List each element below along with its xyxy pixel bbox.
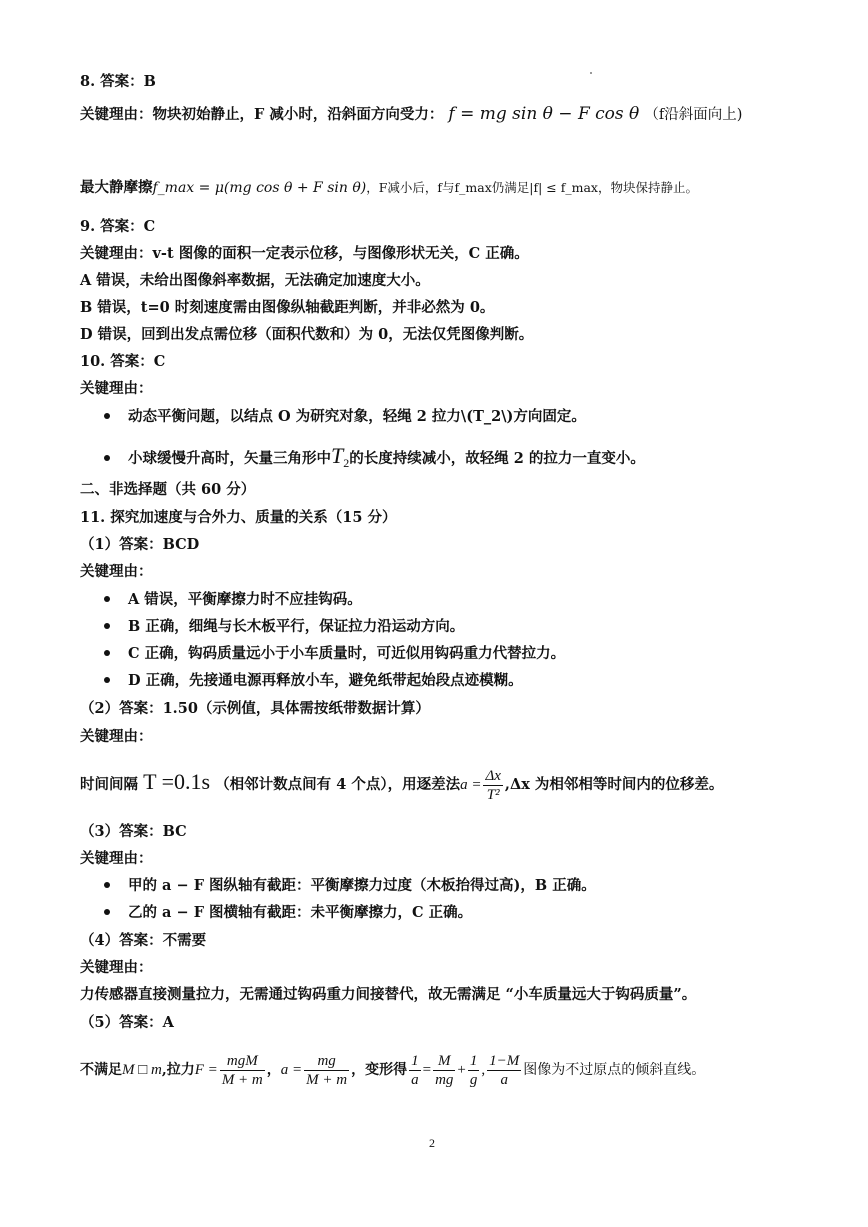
bullet-icon — [104, 623, 110, 629]
bullet-icon — [104, 650, 110, 656]
q9-line-1: 关键理由：v-t 图像的面积一定表示位移，与图像形状无关，C 正确。 — [80, 245, 529, 262]
q11-p5-fraction-g — [468, 1052, 480, 1089]
bullet-icon — [104, 455, 110, 461]
q8-max-static-label: 最大静摩擦 — [80, 179, 153, 196]
q8-conclusion: ，F减小后，f与f_max仍满足|f| ≤ f_max，物块保持静止。 — [366, 180, 698, 195]
q11-p5-fraction-1a — [409, 1052, 421, 1089]
q8-max-static-line — [80, 178, 698, 198]
q11-p3-bullet — [104, 903, 472, 923]
bullet-icon — [104, 882, 110, 888]
q11-p1-bullet-text: A 错误，平衡摩擦力时不应挂钩码。 — [128, 591, 362, 608]
q11-p5-comma: , — [481, 1062, 486, 1078]
q11-p5-prefix: 不满足 — [80, 1062, 122, 1078]
q10-symbol-sub: 2 — [343, 455, 350, 470]
q8-formula-note: （f沿斜面向上) — [644, 107, 743, 123]
q11-p2-a: a = — [460, 777, 482, 793]
q11-p1-bullet-text: C 正确，钩码质量远小于小车质量时，可近似用钩码重力代替拉力。 — [128, 645, 566, 662]
q11-p5-fraction-F — [220, 1052, 265, 1089]
q11-p1-answer: （1）答案：BCD — [80, 536, 200, 553]
q11-p5-tail: 图像为不过原点的倾斜直线。 — [523, 1062, 706, 1078]
bullet-icon — [104, 596, 110, 602]
q11-p1-bullet — [104, 671, 523, 691]
scan-speck — [590, 72, 592, 74]
fraction-numerator: mg — [304, 1052, 349, 1071]
q11-p1-bullet-text: D 正确，先接通电源再释放小车，避免纸带起始段点迹模糊。 — [128, 672, 523, 689]
q8-answer: 8. 答案：B — [80, 73, 156, 90]
q11-p5-mid2: ，变形得 — [351, 1062, 408, 1078]
q11-p2-prefix: 时间间隔 — [80, 776, 138, 793]
q9-line-2: A 错误，未给出图像斜率数据，无法确定加速度大小。 — [80, 272, 430, 289]
page-number: 2 — [429, 1136, 435, 1150]
section-title: 二、非选择题（共 60 分） — [80, 481, 256, 498]
q11-p5-F: F = — [194, 1062, 218, 1078]
q11-p5-equals: = — [422, 1062, 432, 1078]
q10-bullet-1 — [104, 407, 586, 427]
q11-p2-formula-line — [80, 762, 723, 805]
q10-reason-label: 关键理由： — [80, 380, 153, 397]
fraction-denominator: a — [411, 1071, 419, 1088]
q8-formula-fmax: f_max = μ(mg cos θ + F sin θ) — [152, 180, 367, 196]
q11-p2-fraction — [483, 767, 502, 804]
q10-symbol-T: T — [331, 443, 344, 468]
q11-title: 11. 探究加速度与合外力、质量的关系（15 分） — [80, 509, 397, 526]
fraction-numerator: 1−M — [489, 1052, 520, 1069]
q11-p3-bullet-text: 乙的 a − F 图横轴有截距：未平衡摩擦力，C 正确。 — [128, 904, 473, 921]
q11-p1-bullet — [104, 644, 565, 664]
fraction-numerator: Δx — [485, 767, 501, 784]
q11-p3-bullet — [104, 876, 596, 896]
fraction-denominator: M + m — [306, 1071, 348, 1088]
q10-bullet-2 — [104, 443, 645, 473]
q10-bullet-1-text: 动态平衡问题，以结点 O 为研究对象，轻绳 2 拉力\(T_2\)方向固定。 — [128, 408, 586, 425]
q9-answer: 9. 答案：C — [80, 218, 156, 235]
q11-p5-mid1: ,拉力 — [161, 1062, 195, 1078]
fraction-numerator: 1 — [469, 1052, 478, 1069]
q11-p5-fraction-M — [433, 1052, 455, 1089]
q9-line-4: D 错误，回到出发点需位移（面积代数和）为 0，无法仅凭图像判断。 — [80, 326, 534, 343]
q11-p4-reason: 关键理由： — [80, 959, 153, 976]
q8-reason-text: 关键理由：物块初始静止，F 减小时，沿斜面方向受力： — [80, 106, 444, 123]
fraction-numerator: mgM — [220, 1052, 265, 1071]
fraction-denominator: M + m — [221, 1071, 263, 1088]
q11-p1-bullet — [104, 617, 464, 637]
q11-p5-formula-line: 不满足M □ m,拉力F = $\frac{\text{mgM}}{M + m}$ ，a = $\frac{mg}{M + m}$ ，变形得 $\frac{1}{a}$ = $\frac{M}{mg}$ + $\frac{1}{g}$ , $\frac{1-M}{a}$ 图像为不过原点的倾斜直线。 — [80, 1052, 706, 1088]
q11-p4-answer: （4）答案：不需要 — [80, 932, 207, 949]
q11-p2-answer: （2）答案：1.50（示例值，具体需按纸带数据计算） — [80, 700, 430, 717]
q11-p3-reason: 关键理由： — [80, 850, 153, 867]
fraction-numerator: M — [433, 1052, 455, 1071]
q11-p3-answer: （3）答案：BC — [80, 823, 187, 840]
q11-p2-reason: 关键理由： — [80, 728, 153, 745]
q11-p1-bullet-text: B 正确，细绳与长木板平行，保证拉力沿运动方向。 — [128, 618, 465, 635]
q11-p2-tail: ,Δx 为相邻相等时间内的位移差。 — [504, 776, 724, 793]
fraction-denominator: mg — [435, 1071, 454, 1088]
q10-answer: 10. 答案：C — [80, 353, 166, 370]
q11-p1-bullet — [104, 590, 362, 610]
q11-p3-bullet-text: 甲的 a − F 图纵轴有截距：平衡摩擦力过度（木板抬得过高)，B 正确。 — [128, 877, 596, 894]
fraction-denominator: a — [500, 1071, 508, 1088]
fraction-denominator: g — [469, 1071, 478, 1088]
q11-p5-condition: M □ m — [122, 1062, 162, 1078]
bullet-icon — [104, 909, 110, 915]
fraction-denominator: T² — [486, 786, 500, 803]
q11-p2-mid: （相邻计数点间有 4 个点），用逐差法 — [215, 776, 461, 793]
bullet-icon — [104, 677, 110, 683]
q9-line-3: B 错误，t=0 时刻速度需由图像纵轴截距判断，并非必然为 0。 — [80, 299, 495, 316]
q11-p1-reason: 关键理由： — [80, 563, 153, 580]
q10-bullet-2-suffix: 的长度持续减小，故轻绳 2 的拉力一直变小。 — [349, 450, 645, 467]
q11-p5-fraction-1M — [487, 1052, 521, 1089]
q11-p5-answer: （5）答案：A — [80, 1014, 174, 1031]
q11-p4-line: 力传感器直接测量拉力，无需通过钩码重力间接替代，故无需满足 “小车质量远大于钩码质量”。 — [80, 986, 697, 1003]
q10-bullet-2-prefix: 小球缓慢升高时，矢量三角形中 — [128, 450, 331, 467]
q11-p2-T: T =0.1s — [143, 769, 211, 794]
q11-p5-plus: + — [457, 1062, 466, 1078]
q11-p5-fraction-a — [304, 1052, 349, 1089]
fraction-numerator: 1 — [411, 1052, 419, 1069]
q8-formula-friction: f = mg sin θ − F cos θ — [448, 104, 640, 124]
q8-reason-line — [80, 104, 742, 125]
q11-p5-a: a = — [280, 1062, 303, 1078]
bullet-icon — [104, 413, 110, 419]
